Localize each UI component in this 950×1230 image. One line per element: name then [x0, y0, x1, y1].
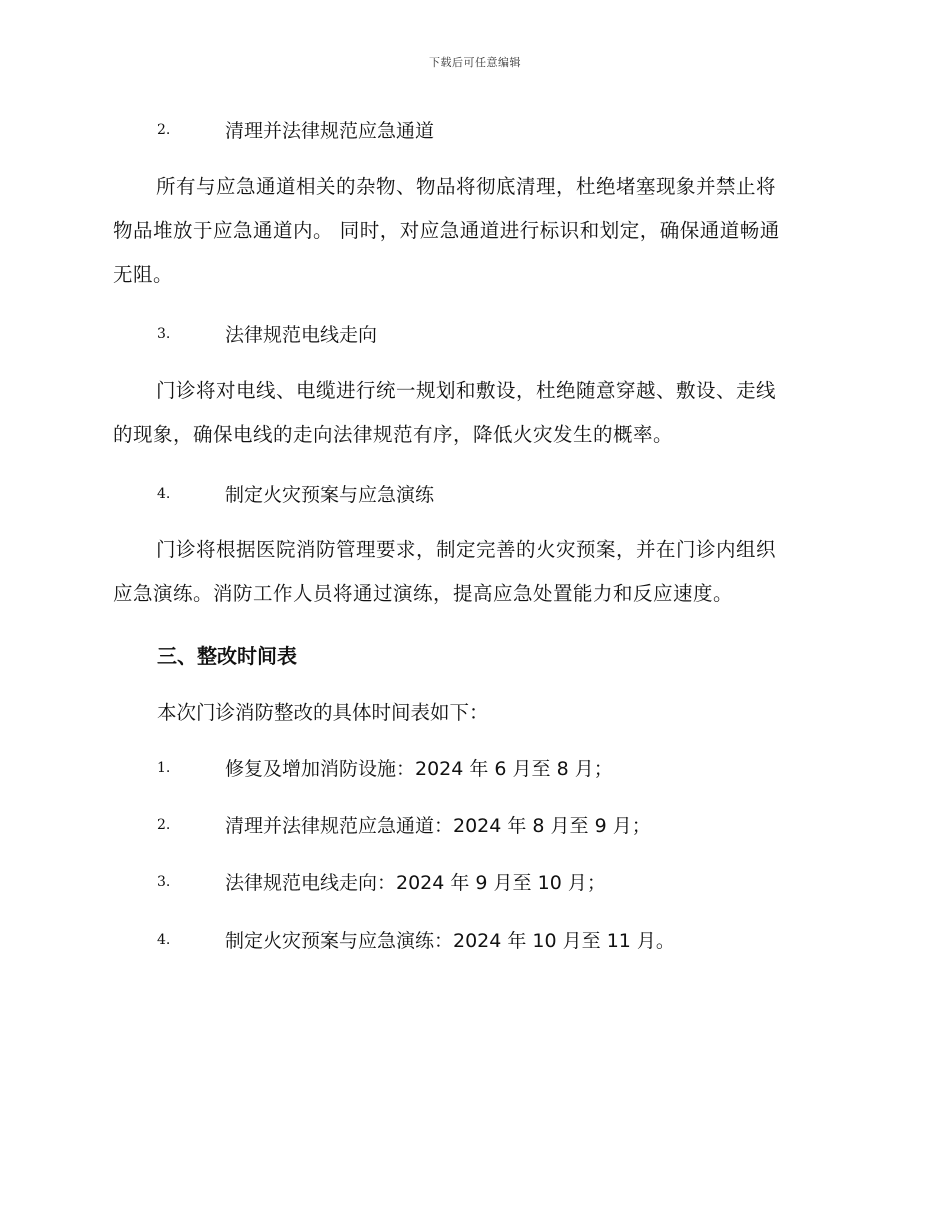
paragraph-line: 所有与应急通道相关的杂物、物品将彻底清理，杜绝堵塞现象并禁止将	[156, 175, 777, 198]
item-title: 制定火灾预案与应急演练	[225, 484, 435, 506]
schedule-item	[157, 754, 613, 781]
paragraph-line: 门诊将根据医院消防管理要求，制定完善的火灾预案，并在门诊内组织	[156, 538, 777, 561]
item-text: 制定火灾预案与应急演练：2024 年 10 月至 11 月。	[225, 930, 675, 952]
paragraph-line: 无阻。	[113, 263, 174, 286]
list-item-heading	[157, 116, 434, 143]
section-heading: 三、整改时间表	[157, 644, 297, 668]
item-number: 3.	[157, 325, 171, 342]
schedule-item	[157, 926, 675, 953]
schedule-item	[157, 811, 651, 838]
paragraph	[113, 369, 839, 457]
item-number: 4.	[157, 485, 171, 502]
schedule-item	[157, 868, 606, 895]
item-title: 法律规范电线走向	[225, 324, 378, 346]
item-text: 修复及增加消防设施：2024 年 6 月至 8 月；	[225, 758, 613, 780]
paragraph-line: 应急演练。消防工作人员将通过演练，提高应急处置能力和反应速度。	[113, 582, 734, 605]
list-item-heading	[157, 480, 434, 507]
item-number: 2.	[157, 121, 171, 138]
paragraph-line: 物品堆放于应急通道内。 同时，对应急通道进行标识和划定，确保通道畅通	[113, 219, 780, 242]
paragraph-line: 的现象，确保电线的走向法律规范有序，降低火灾发生的概率。	[113, 423, 674, 446]
list-item-heading	[157, 320, 377, 347]
item-number: 4.	[157, 931, 171, 948]
paragraph	[113, 528, 839, 616]
paragraph	[113, 165, 839, 297]
schedule-intro: 本次门诊消防整改的具体时间表如下：	[157, 701, 489, 724]
item-title: 清理并法律规范应急通道	[225, 120, 435, 142]
item-number: 1.	[157, 759, 171, 776]
item-text: 清理并法律规范应急通道：2024 年 8 月至 9 月；	[225, 815, 651, 837]
paragraph-line: 门诊将对电线、电缆进行统一规划和敷设，杜绝随意穿越、敷设、走线	[156, 379, 777, 402]
item-number: 2.	[157, 816, 171, 833]
item-number: 3.	[157, 873, 171, 890]
item-text: 法律规范电线走向：2024 年 9 月至 10 月；	[225, 872, 606, 894]
page-header: 下载后可任意编辑	[429, 56, 521, 69]
